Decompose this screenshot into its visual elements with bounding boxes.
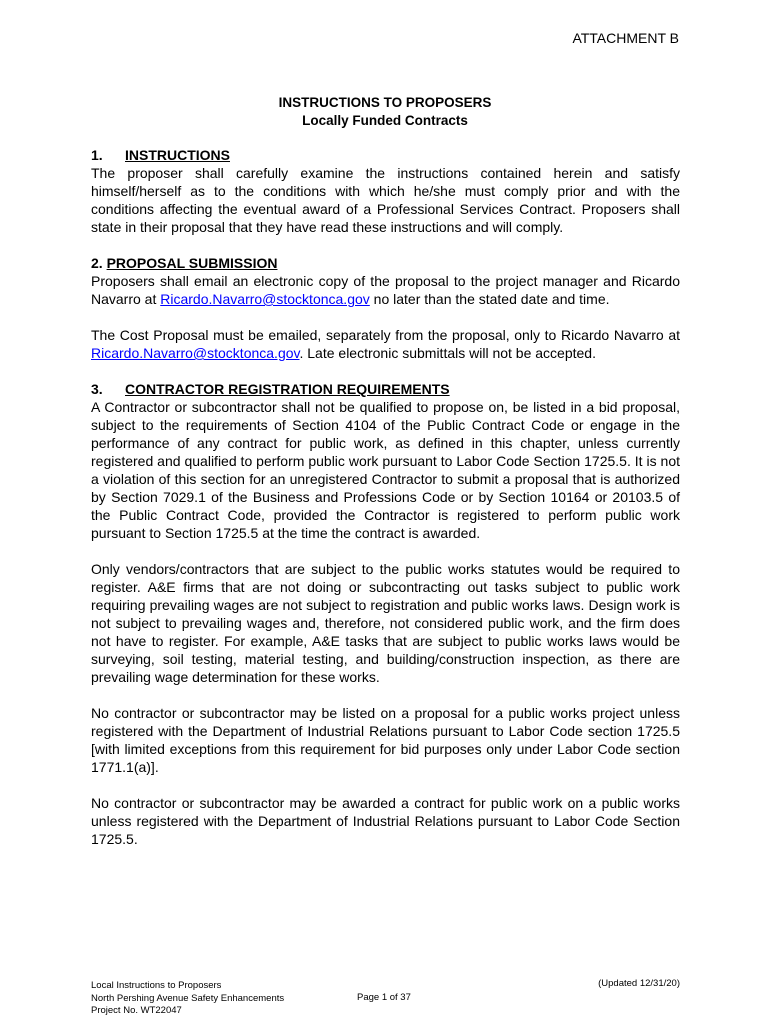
page-number: Page 1 of 37 [357, 992, 411, 1003]
section-2-heading [91, 254, 680, 272]
section-3-paragraph-1: A Contractor or subcontractor shall not be qualified to propose on, be listed in a bid proposal, subject to the requirements of Section 4104 of the Public Contract Code or engage in the performance of any contract for public work, as defined in this chapter, unless currently registered and qualified to perform public work pursuant to Labor Code Section 1725.5. It is not a violation of this section for an unregistered Contractor to submit a proposal that is authorized by Section 7029.1 of the Business and Professions Code or by Section 10164 or 20103.5 of the Public Contract Code, provided the Contractor is registered to perform public work pursuant to Section 1725.5 at the time the contract is awarded. [91, 399, 680, 541]
footer-line: Local Instructions to Proposers [91, 980, 222, 991]
section-1-heading [91, 146, 680, 164]
section-3-paragraph-2: Only vendors/contractors that are subject to the public works statutes would be required to register. A&E firms that are not doing or subcontracting out tasks subject to public work requiring prevailing wages are not subject to registration and public works laws. Design work is not subject to prevailing wages and, therefore, not considered public work, and the firm does not have to register. For example, A&E tasks that are subject to public works laws would be surveying, soil testing, material testing, and building/construction inspection, as there are prevailing wage determination for these works. [91, 561, 680, 685]
section-2-number: 2. [91, 255, 103, 271]
footer-line: Project No. WT22047 [91, 1005, 182, 1016]
title-main: INSTRUCTIONS TO PROPOSERS [278, 95, 492, 110]
section-2-paragraph-1: Proposers shall email an electronic copy of the proposal to the project manager and Ricardo Navarro at Ricardo.Navarro@stocktonca.gov no later than the stated date and time. [91, 273, 680, 307]
updated-date: (Updated 12/31/20) [598, 978, 680, 989]
section-2-title: PROPOSAL SUBMISSION [106, 255, 278, 271]
section-1-title: INSTRUCTIONS [125, 147, 230, 163]
section-3-paragraph-3: No contractor or subcontractor may be listed on a proposal for a public works project unless registered with the Department of Industrial Relations pursuant to Labor Code section 1725.5 [with limited exceptions from this requirement for bid purposes only under Labor Code section 1771.1(a)]. [91, 705, 680, 775]
email-link[interactable]: Ricardo.Navarro@stocktonca.gov [91, 345, 300, 361]
document-title [0, 94, 770, 130]
attachment-label: ATTACHMENT B [572, 30, 679, 46]
footer-line: North Pershing Avenue Safety Enhancements [91, 992, 285, 1004]
section-1-number: 1. [91, 147, 103, 163]
title-subtitle: Locally Funded Contracts [302, 113, 468, 128]
section-3-number: 3. [91, 381, 103, 397]
footer-document-info [91, 980, 284, 1018]
section-1-paragraph: The proposer shall carefully examine the instructions contained herein and satisfy himself/herself as to the conditions with which he/she must comply prior and with the conditions affecting the eventual award of a Professional Services Contract. Proposers shall state in their proposal that they have read these instructions and will comply. [91, 165, 680, 235]
section-2-paragraph-2: The Cost Proposal must be emailed, separately from the proposal, only to Ricardo Navarro at Ricardo.Navarro@stocktonca.gov. Late electronic submittals will not be accepted. [91, 327, 680, 361]
section-3-heading [91, 380, 680, 398]
email-link[interactable]: Ricardo.Navarro@stocktonca.gov [160, 291, 370, 307]
section-3-title: CONTRACTOR REGISTRATION REQUIREMENTS [125, 381, 450, 397]
document-body [91, 146, 680, 848]
section-3-paragraph-4: No contractor or subcontractor may be awarded a contract for public work on a public works unless registered with the Department of Industrial Relations pursuant to Labor Code Section 1725.5. [91, 795, 680, 847]
